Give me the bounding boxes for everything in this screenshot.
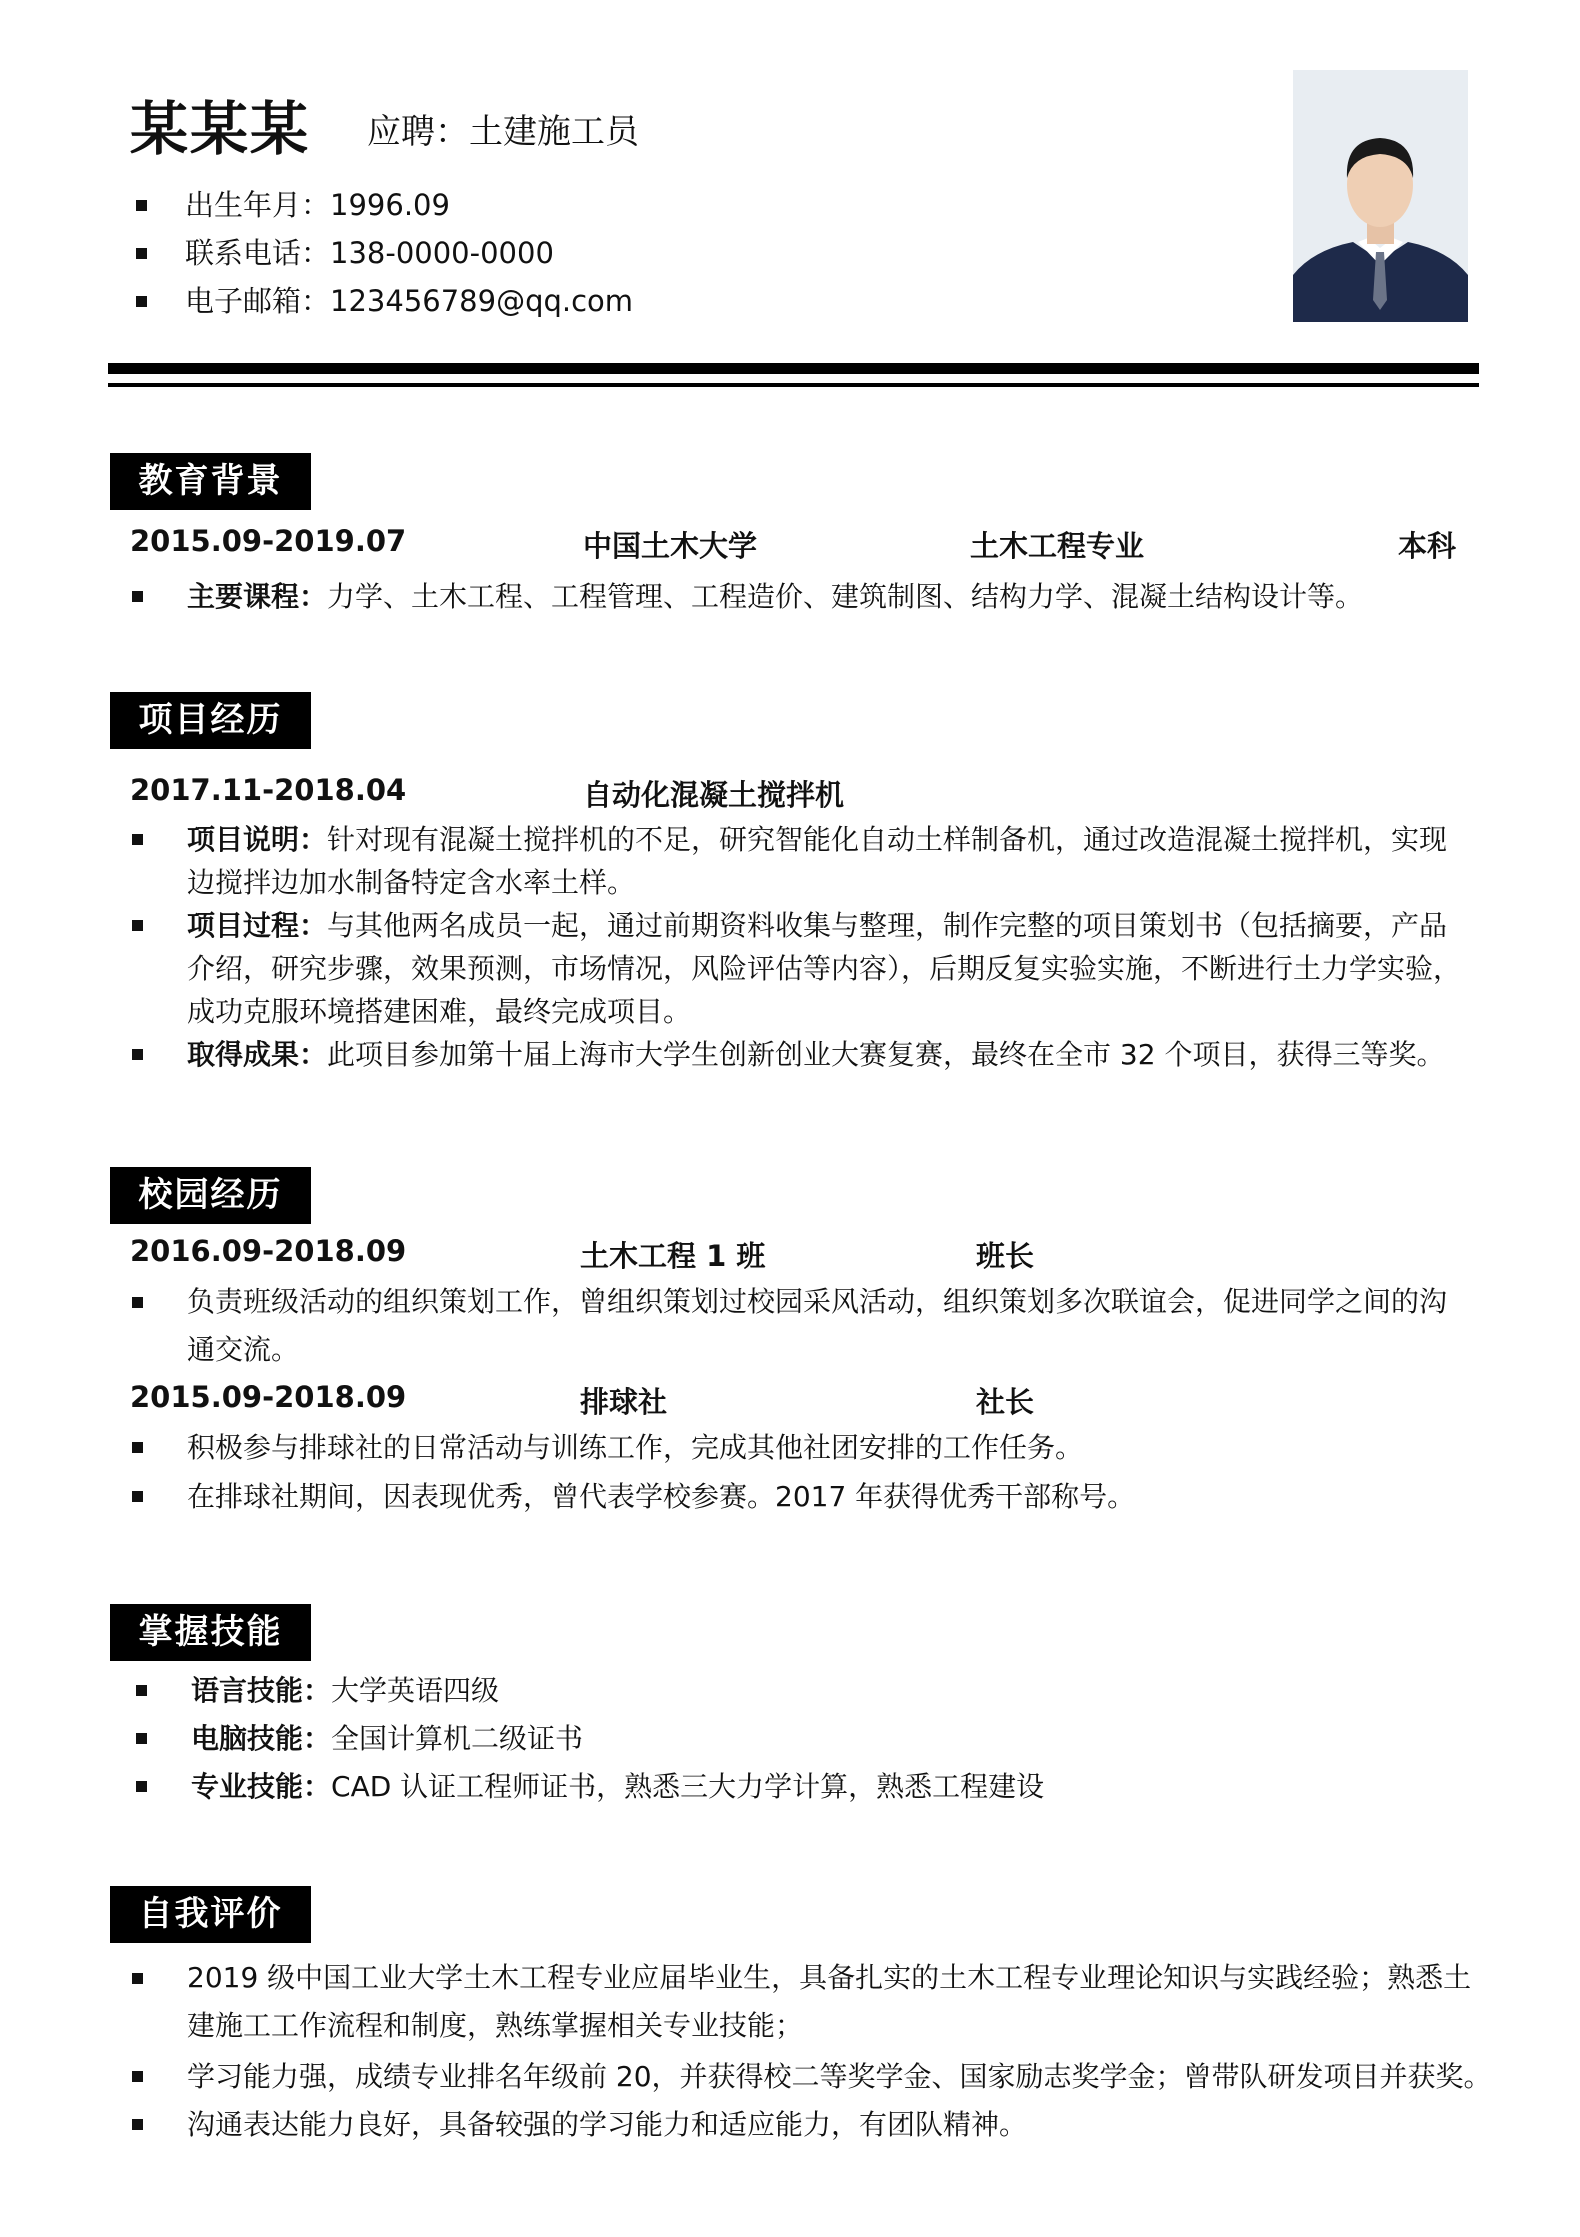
info-email: 电子邮箱：123456789@qq.com	[136, 279, 633, 320]
bullet-icon	[136, 248, 147, 259]
campus-role: 班长	[976, 1239, 1035, 1273]
bullet-icon	[132, 1973, 143, 1984]
info-phone: 联系电话：138-0000-0000	[136, 231, 554, 272]
header-divider-thick	[108, 363, 1479, 374]
section-title-education: 教育背景	[110, 453, 311, 510]
bullet-icon	[132, 1442, 143, 1453]
bullet-icon	[132, 1491, 143, 1502]
applied-position: 应聘：土建施工员	[367, 112, 639, 152]
bullet-icon	[136, 1685, 147, 1696]
section-title-project: 项目经历	[110, 692, 311, 749]
education-major: 土木工程专业	[970, 529, 1145, 563]
campus-role: 社长	[976, 1385, 1035, 1419]
campus-period: 2015.09-2018.09	[130, 1380, 407, 1414]
bullet-icon	[136, 1733, 147, 1744]
bullet-icon	[136, 296, 147, 307]
section-title-skills: 掌握技能	[110, 1604, 311, 1661]
bullet-icon	[132, 834, 143, 845]
bullet-icon	[132, 591, 143, 602]
project-period: 2017.11-2018.04	[130, 773, 407, 807]
profile-photo	[1293, 70, 1468, 322]
bullet-icon	[132, 920, 143, 931]
candidate-name: 某某某	[130, 95, 311, 163]
campus-org: 排球社	[580, 1385, 668, 1419]
education-period: 2015.09-2019.07	[130, 524, 407, 558]
bullet-icon	[132, 1049, 143, 1060]
section-title-self: 自我评价	[110, 1886, 311, 1943]
header-divider-thin	[108, 383, 1479, 387]
bullet-icon	[136, 1781, 147, 1792]
bullet-icon	[132, 1297, 143, 1308]
section-title-campus: 校园经历	[110, 1167, 311, 1224]
bullet-icon	[132, 2119, 143, 2130]
campus-org: 土木工程 1 班	[580, 1239, 766, 1273]
info-birth: 出生年月：1996.09	[136, 183, 450, 224]
education-degree: 本科	[1398, 529, 1457, 563]
education-school: 中国土木大学	[583, 529, 758, 563]
campus-period: 2016.09-2018.09	[130, 1234, 407, 1268]
bullet-icon	[132, 2071, 143, 2082]
bullet-icon	[136, 200, 147, 211]
project-name: 自动化混凝土搅拌机	[583, 778, 845, 812]
person-photo-icon	[1293, 70, 1468, 322]
